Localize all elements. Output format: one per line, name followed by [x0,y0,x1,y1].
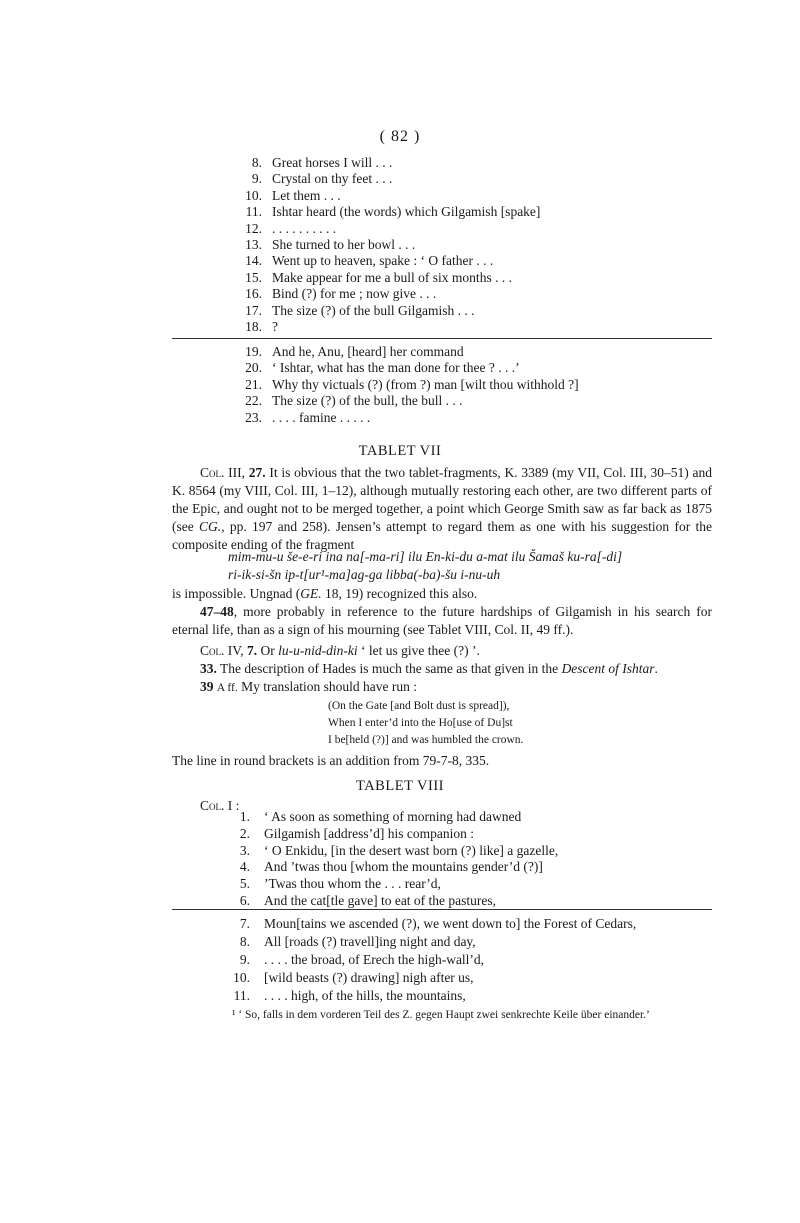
line-number: 20. [245,360,262,376]
line-number: 6. [239,893,250,908]
tablet7-paragraph-7: The line in round brackets is an addition from 79-7-8, 335. [172,753,490,768]
line-number: 7. [239,916,250,931]
line-text: And the cat[tle gave] to eat of the pastures, [264,893,497,908]
line-number: 12. [245,220,262,236]
tablet7-paragraph-6: 39 A ff. My translation should have run : [200,679,417,694]
line-number: 8. [251,155,262,170]
line-text: Great horses I will . . . [272,155,393,170]
line-number: 11. [245,204,262,220]
line-text: . . . . famine . . . . . [272,409,371,425]
line-text: ? [272,319,278,334]
translation-line: (On the Gate [and Bolt dust is spread]), [328,700,510,712]
tablet7-paragraph-4: Col. IV, 7. Or lu-u-nid-din-ki ‘ let us give thee (?) ’. [200,643,480,658]
line-text: . . . . high, of the hills, the mountains, [264,988,466,1003]
tablet8-heading: TABLET VIII [356,778,444,794]
line-number: 3. [239,842,250,858]
tablet7-paragraph-5: 33. The description of Hades is much the same as that given in the Descent of Ishtar. [200,661,658,676]
line-text: . . . . the broad, of Erech the high-wall’d, [264,952,485,967]
line-number: 1. [239,809,250,824]
line-text: ’Twas thou whom the . . . rear’d, [264,876,441,892]
line-number: 22. [245,393,262,409]
line-text: ‘ Ishtar, what has the man done for thee ? . . .’ [272,360,520,376]
line-number: 9. [239,952,250,967]
line-number: 4. [239,859,250,875]
tablet7-heading: TABLET VII [358,443,442,459]
line-number: 16. [245,286,262,302]
line-number: 14. [245,253,262,269]
line-text: And ’twas thou [whom the mountains gender’d (?)] [264,859,543,875]
tablet7-paragraph-2: is impossible. Ungnad (GE. 18, 19) recognized this also. [172,586,478,601]
line-number: 17. [245,302,262,318]
column-label: Col. I : [200,798,240,813]
line-number: 18. [245,319,262,334]
line-text: She turned to her bowl . . . [272,237,416,252]
line-number: 23. [245,409,262,425]
translation-line: When I enter’d into the Ho[use of Du]st [328,717,513,729]
line-text: Crystal on thy feet . . . [272,171,393,187]
line-text: Why thy victuals (?) (from ?) man [wilt thou withhold ?] [272,376,579,392]
line-text: Went up to heaven, spake : ‘ O father . . . [272,253,494,269]
translation-line: I be[held (?)] and was humbled the crown. [328,734,524,746]
line-text: Gilgamish [address’d] his companion : [264,825,474,841]
line-number: 10. [245,187,262,203]
line-number: 11. [233,988,250,1003]
tablet7-paragraph-3: 47–48, more probably in reference to the future hardships of Gilgamish in his search for eternal life, than as a sign of his mourning (see Tablet VIII, Col. II, 49 ff.). [172,604,712,637]
divider [172,909,712,910]
line-number: 15. [245,269,262,285]
line-number: 10. [233,970,250,985]
line-text: The size (?) of the bull, the bull . . . [272,393,463,409]
line-number: 21. [245,376,262,392]
footnote: ¹ ‘ So, falls in dem vorderen Teil des Z. gegen Haupt zwei senkrechte Keile über einander.’ [232,1009,650,1021]
divider [172,338,712,339]
line-text: And he, Anu, [heard] her command [272,344,464,359]
line-text: . . . . . . . . . . [272,220,337,236]
line-text: Let them . . . [272,187,341,203]
line-text: The size (?) of the bull Gilgamish . . . [272,302,475,318]
line-text: ‘ As soon as something of morning had dawned [264,809,522,824]
line-text: ‘ O Enkidu, [in the desert wast born (?) like] a gazelle, [264,842,559,858]
line-number: 19. [245,344,262,359]
line-number: 2. [239,825,250,841]
line-number: 8. [239,934,250,949]
line-number: 9. [251,171,262,187]
tablet7-paragraph-1: Col. III, 27. It is obvious that the two tablet-fragments, K. 3389 (my VII, Col. III, 30–51) and K. 8564 (my VIII, Col. III, 1–12), although mutually restoring each other, are two different parts of the Epic, and ought not to be merged together, a point which George Smith saw as far back as 1875 (see CG., pp. 197 and 258). Jensen’s attempt to regard them as one with his suggestion for the composite ending of the fragment [172,465,713,552]
line-text: Bind (?) for me ; now give . . . [272,286,437,302]
line-text: Make appear for me a bull of six months . . . [272,269,512,285]
page-number: ( 82 ) [379,128,421,145]
line-number: 5. [239,876,250,892]
line-text: Moun[tains we ascended (?), we went down to] the Forest of Cedars, [264,916,637,931]
line-number: 13. [245,237,262,252]
transliteration-line-2: ri-ik-si-šn ip-t[ur¹-ma]ag-ga libba(-ba)-šu i-nu-uh [228,567,501,582]
transliteration-line-1: mim-mu-u še-e-ri ina na[-ma-ri] ilu En-ki-du a-mat ilu Šamaš ku-ra[-di] [228,549,623,564]
line-text: Ishtar heard (the words) which Gilgamish [spake] [272,204,541,220]
line-text: [wild beasts (?) drawing] nigh after us, [264,970,474,985]
line-text: All [roads (?) travell]ing night and day, [264,934,476,949]
